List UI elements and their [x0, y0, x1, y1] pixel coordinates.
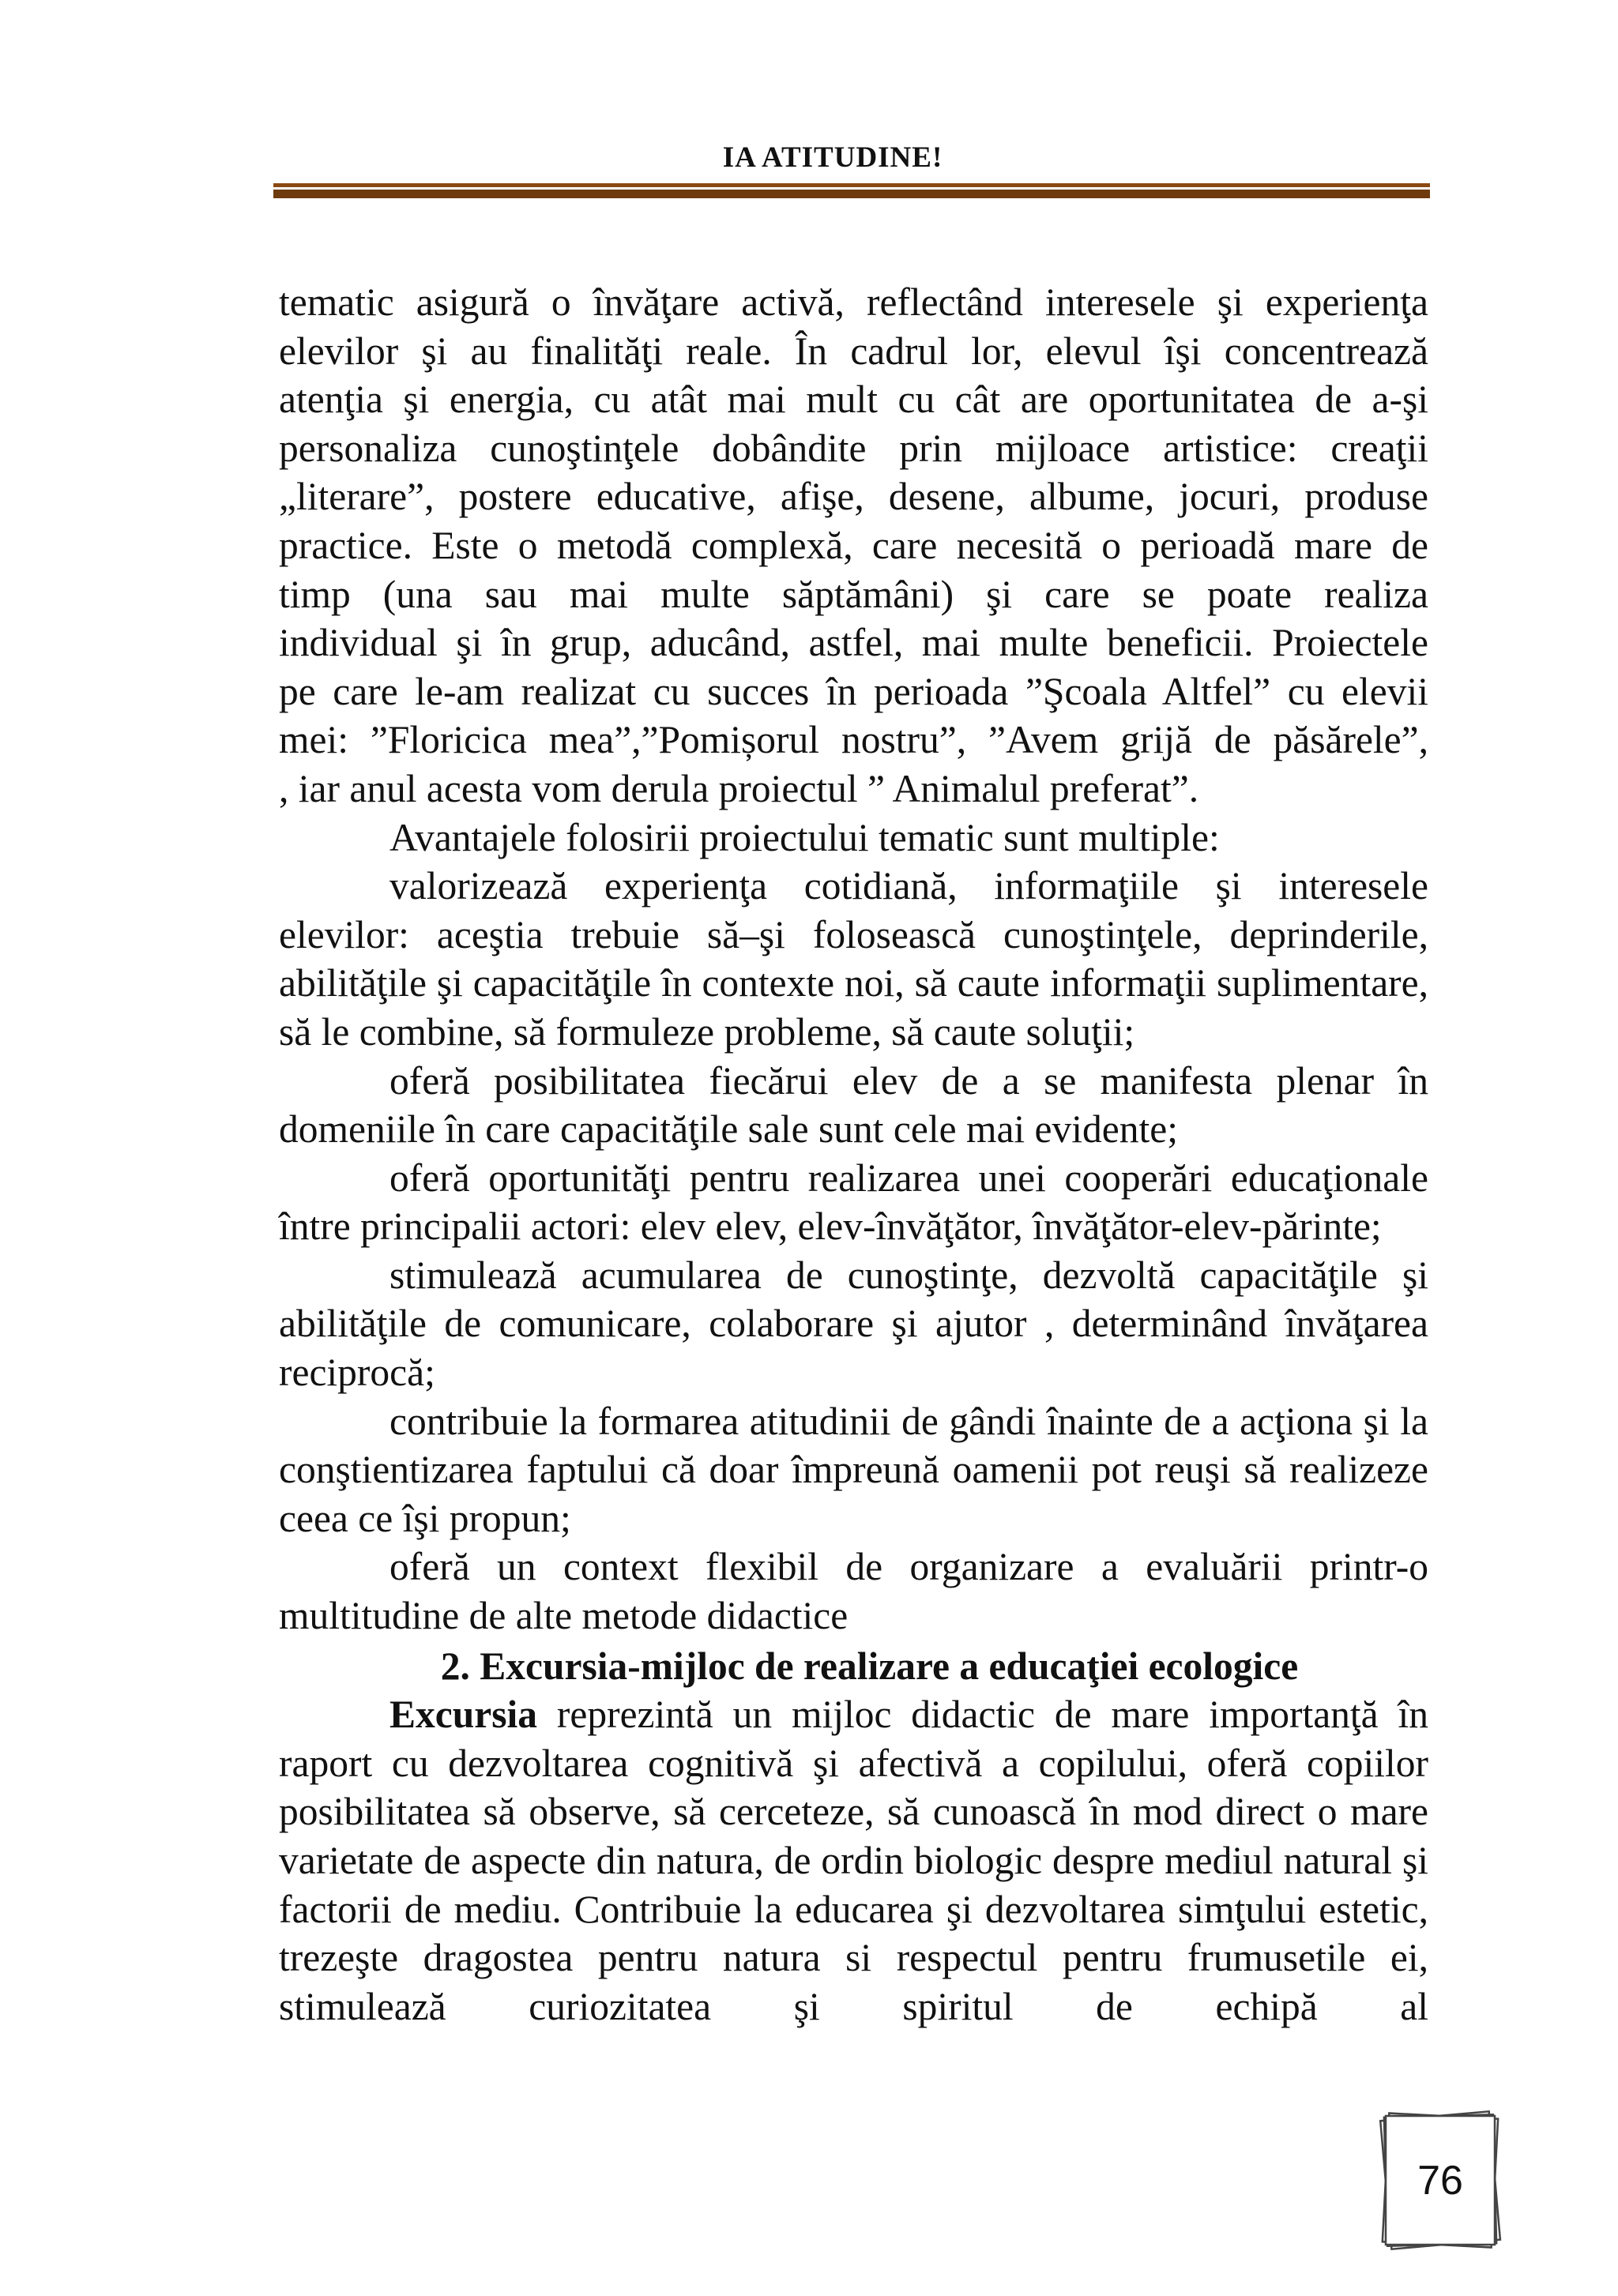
advantage-item: oferă oportunităţi pentru realizarea unei cooperări educaţionale între principalii actori: elev elev, elev-învăţător, învăţător-elev-părinte; [279, 1156, 1428, 1249]
text-line: individual şi în grup, aducând, astfel, mai multe beneficii. Proiectele [279, 621, 1428, 665]
text-line: timp (una sau mai multe săptămâni) şi care se poate realiza [279, 572, 1428, 616]
text-line: personaliza cunoştinţele dobândite prin mijloace artistice: creaţii [279, 426, 1428, 470]
advantage-item: stimulează acumularea de cunoştinţe, dezvoltă capacităţile şi abilităţile de comunicare, colaborare şi ajutor , determinând învăţarea reciprocă; [279, 1253, 1428, 1395]
intro-paragraph [279, 278, 1428, 814]
text-line: atenţia şi energia, cu atât mai mult cu cât are oportunitatea de a-şi [279, 378, 1428, 422]
advantage-item: oferă posibilitatea fiecărui elev de a se manifesta plenar în domeniile în care capacităţile sale sunt cele mai evidente; [279, 1058, 1428, 1152]
text-line: mei: ”Floricica mea”,”Pomișorul nostru”, ”Avem grijă de păsărele”, [279, 718, 1428, 762]
text-line: pe care le-am realizat cu succes în perioada ”Şcoala Altfel” cu elevii [279, 669, 1428, 713]
advantage-item: contribuie la formarea atitudinii de gândi înainte de a acţiona şi la conştientizarea faptului că doar împreună oamenii pot reuşi să realizeze ceea ce îşi propun; [279, 1399, 1428, 1540]
page-number: 76 [1417, 2157, 1463, 2204]
advantage-item: valorizează experienţa cotidiană, informaţiile şi interesele elevilor: aceştia trebuie să–şi folosească cunoştinţele, deprinderile, abilităţile şi capacităţile în contexte noi, să caute informaţii suplimentare, să le combine, să formuleze probleme, să caute soluţii; [279, 864, 1428, 1054]
text-line: elevilor şi au finalităţi reale. În cadrul lor, elevul îşi concentrează [279, 329, 1428, 373]
header-rule-thick [273, 190, 1430, 198]
header-rule [273, 183, 1430, 198]
excursion-term: Excursia [389, 1693, 538, 1737]
page-number-box [1373, 2103, 1507, 2257]
text-line: „literare”, postere educative, afişe, desene, albume, jocuri, produse [279, 475, 1428, 519]
text-line: practice. Este o metodă complexă, care necesită o perioadă mare de [279, 523, 1428, 567]
advantage-item: oferă un context flexibil de organizare a evaluării printr-o multitudine de alte metode didactice [279, 1545, 1428, 1638]
advantages-intro: Avantajele folosirii proiectului tematic sunt multiple: [389, 815, 1220, 859]
text-line: , iar anul acesta vom derula proiectul ” Animalul preferat”. [279, 766, 1199, 810]
running-header: IA ATITUDINE! [722, 141, 943, 174]
excursion-text: reprezintă un mijloc didactic de mare importanţă în raport cu dezvoltarea cognitivă şi afectivă a copilului, oferă copiilor posibilitatea să observe, să cerceteze, să cunoască în mod direct o mare varietate de aspecte din natura, de ordin biologic despre mediul natural şi factorii de mediu. Contribuie la educarea şi dezvoltarea simţului estetic, trezeşte dragostea pentru natura si respectul pentru frumusetile ei, stimulează curiozitatea şi spiritul de echipă al [279, 1693, 1428, 2028]
body-text [279, 278, 1428, 2031]
header-rule-thin [273, 183, 1430, 187]
excursion-paragraph [279, 1690, 1428, 2031]
text-line: tematic asigură o învăţare activă, reflectând interesele şi experienţa [279, 280, 1428, 324]
section-heading: 2. Excursia-mijloc de realizare a educaţiei ecologice [440, 1644, 1299, 1688]
